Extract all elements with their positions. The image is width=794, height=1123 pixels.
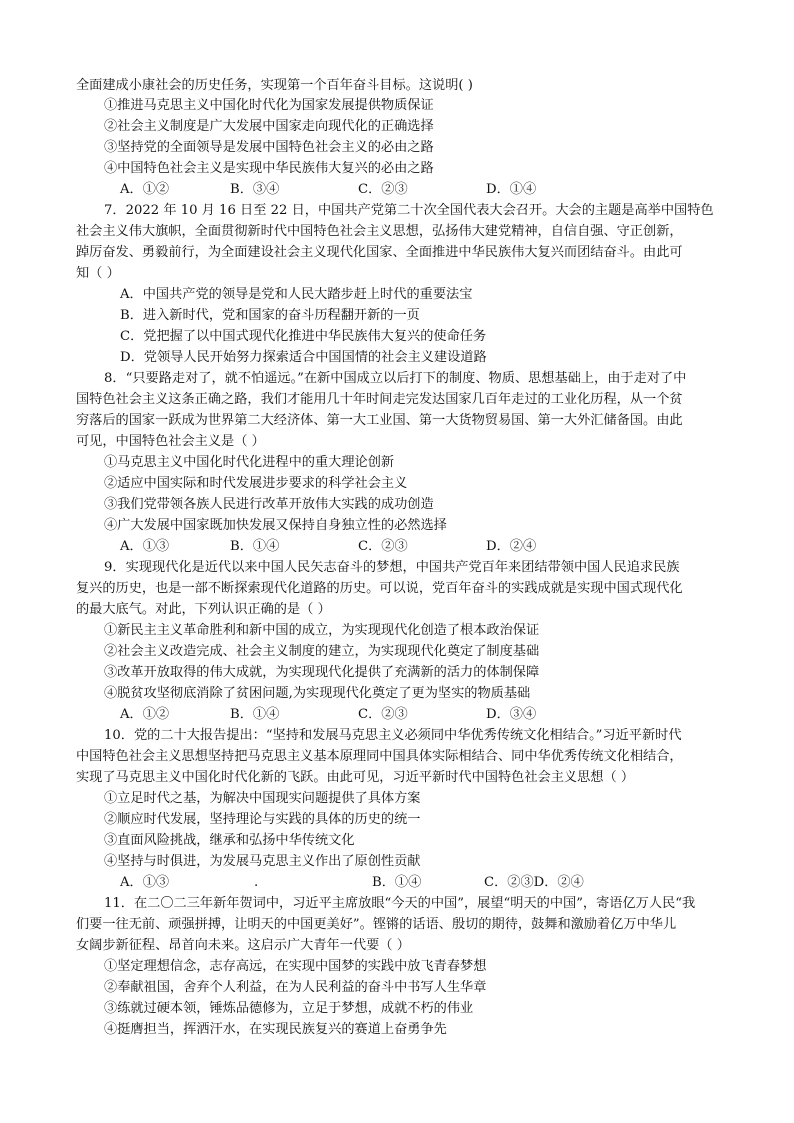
q8-option-c[interactable]: C．②③ xyxy=(358,539,408,554)
q10-item-3: ③直面风险挑战，继承和弘扬中华传统文化 xyxy=(104,833,355,848)
q7-stem-line-4: 知（ ） xyxy=(76,266,120,281)
q7-stem-line-2: 社会主义伟大旗帜，全面贯彻新时代中国特色社会主义思想，弘扬伟大建党精神，自信自强、守正创新， xyxy=(76,224,683,239)
q8-option-b[interactable]: B．①④ xyxy=(230,539,280,554)
q6-option-c[interactable]: C．②③ xyxy=(358,182,408,197)
q9-stem-line-3: 的最大底气。对此，下列认识正确的是（ ） xyxy=(76,602,331,617)
q6-option-d[interactable]: D．①④ xyxy=(486,182,537,197)
q8-item-4: ④广大发展中国家既加快发展又保持自身独立性的必然选择 xyxy=(104,518,447,533)
q8-item-1: ①马克思主义中国化时代化进程中的重大理论创新 xyxy=(104,455,395,470)
q10-item-4: ④坚持与时俱进，为发展马克思主义作出了原创性贡献 xyxy=(104,854,421,869)
q9-option-b[interactable]: B．①④ xyxy=(230,707,280,722)
q6-option-a[interactable]: A．①② xyxy=(120,182,170,197)
q11-stem-line-3: 女阔步新征程、昂首向未来。这启示广大青年一代要（ ） xyxy=(76,938,410,953)
q8-stem-line-3: 穷落后的国家一跃成为世界第二大经济体、第一大工业国、第一大货物贸易国、第一大外汇储备国。由此 xyxy=(76,413,683,428)
q9-item-4: ④脱贫攻坚彻底消除了贫困问题,为实现现代化奠定了更为坚实的物质基础 xyxy=(104,686,531,701)
q9-option-a[interactable]: A．①② xyxy=(120,707,170,722)
q9-option-d[interactable]: D．③④ xyxy=(486,707,537,722)
q11-item-1: ①坚定理想信念，志存高远，在实现中国梦的实践中放飞青春梦想 xyxy=(104,959,487,974)
q8-item-3: ③我们党带领各族人民进行改革开放伟大实践的成功创造 xyxy=(104,497,434,512)
q9-stem-line-2: 复兴的历史，也是一部不断探索现代化道路的历史。可以说，党百年奋斗的实践成就是实现中国式现代化 xyxy=(76,581,683,596)
q7-choice-c[interactable]: C．党把握了以中国式现代化推进中华民族伟大复兴的使命任务 xyxy=(120,329,487,344)
q10-item-1: ①立足时代之基，为解决中国现实问题提供了具体方案 xyxy=(104,791,421,806)
q7-choice-b[interactable]: B．进入新时代，党和国家的奋斗历程翻开新的一页 xyxy=(120,308,420,323)
q8-stem-line-1: 8．“只要路走对了，就不怕遥远。”在新中国成立以后打下的制度、物质、思想基础上，由于走对了中 xyxy=(104,371,687,386)
q8-option-d[interactable]: D．②④ xyxy=(486,539,537,554)
q9-item-2: ②社会主义改造完成、社会主义制度的建立，为实现现代化奠定了制度基础 xyxy=(104,644,540,659)
q9-stem-line-1: 9．实现现代化是近代以来中国人民矢志奋斗的梦想，中国共产党百年来团结带领中国人民追求民族 xyxy=(104,560,680,575)
q7-stem-line-1: 7．2022 年 10 月 16 日至 22 日，中国共产党第二十次全国代表大会召开。大会的主题是高举中国特色 xyxy=(104,203,714,218)
q11-stem-line-1: 11．在二〇二三年新年贺词中，习近平主席放眼“今天的中国”，展望“明天的中国”，寄语亿万人民“我 xyxy=(104,896,696,911)
q7-stem-line-3: 踔厉奋发、勇毅前行，为全面建设社会主义现代化国家、全面推进中华民族伟大复兴而团结奋斗。由此可 xyxy=(76,245,683,260)
q6-item-3: ③坚持党的全面领导是发展中国特色社会主义的必由之路 xyxy=(104,140,434,155)
q11-item-2: ②奉献祖国，舍弃个人利益，在为人民利益的奋斗中书写人生华章 xyxy=(104,980,487,995)
q8-item-2: ②适应中国实际和时代发展进步要求的科学社会主义 xyxy=(104,476,408,491)
q8-stem-line-2: 国特色社会主义这条正确之路，我们才能用几十年时间走完发达国家几百年走过的工业化历程，从一个贫 xyxy=(76,392,683,407)
q10-stem-line-3: 实现了马克思主义中国化时代化新的飞跃。由此可见，习近平新时代中国特色社会主义思想（ ） xyxy=(76,770,635,785)
q10-option-c-d[interactable]: C．②③D．②④ xyxy=(484,875,584,890)
q8-option-a[interactable]: A．①③ xyxy=(120,539,170,554)
q7-choice-d[interactable]: D．党领导人民开始努力探索适合中国国情的社会主义建设道路 xyxy=(120,350,487,365)
q6-stem-line: 全面建成小康社会的历史任务，实现第一个百年奋斗目标。这说明( ) xyxy=(76,78,473,93)
q6-option-b[interactable]: B．③④ xyxy=(230,182,280,197)
q6-item-1: ①推进马克思主义中国化时代化为国家发展提供物质保证 xyxy=(104,98,434,113)
q11-item-4: ④挺膺担当，挥洒汗水，在实现民族复兴的赛道上奋勇争先 xyxy=(104,1022,447,1037)
q6-item-4: ④中国特色社会主义是实现中华民族伟大复兴的必由之路 xyxy=(104,161,434,176)
q11-stem-line-2: 们要一往无前、顽强拼搏，让明天的中国更美好”。铿锵的话语、殷切的期待，鼓舞和激励着亿万中华儿 xyxy=(76,917,677,932)
q10-option-a[interactable]: A．①③ xyxy=(120,875,170,890)
q9-item-1: ①新民主主义革命胜利和新中国的成立，为实现现代化创造了根本政治保证 xyxy=(104,623,540,638)
q9-item-3: ③改革开放取得的伟大成就，为实现现代化提供了充满新的活力的体制保障 xyxy=(104,665,540,680)
q9-option-c[interactable]: C．②③ xyxy=(358,707,408,722)
q7-choice-a[interactable]: A．中国共产党的领导是党和人民大踏步赶上时代的重要法宝 xyxy=(120,287,473,302)
q10-stem-line-1: 10．党的二十大报告提出：“坚持和发展马克思主义必须同中华优秀传统文化相结合。”习近平新时代 xyxy=(104,728,682,743)
q6-item-2: ②社会主义制度是广大发展中国家走向现代化的正确选择 xyxy=(104,119,434,134)
q10-item-2: ②顺应时代发展，坚持理论与实践的具体的历史的统一 xyxy=(104,812,421,827)
q10-stem-line-2: 中国特色社会主义思想坚持把马克思主义基本原理同中国具体实际相结合、同中华优秀传统文化相结合， xyxy=(76,749,683,764)
q10-option-b[interactable]: B．①④ xyxy=(372,875,422,890)
q10-stray-dot: . xyxy=(254,875,259,890)
q11-item-3: ③练就过硬本领，锤炼品德修为，立足于梦想，成就不朽的伟业 xyxy=(104,1001,474,1016)
q8-stem-line-4: 可见，中国特色社会主义是（ ） xyxy=(76,434,265,449)
